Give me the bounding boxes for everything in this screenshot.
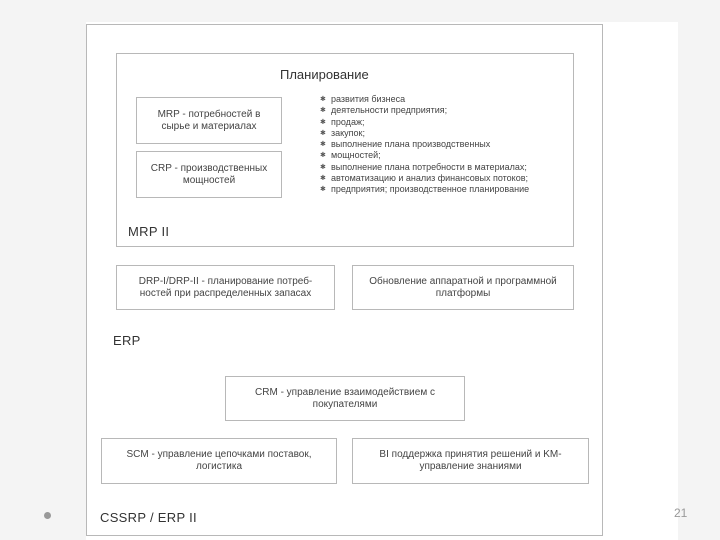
bullet-item: ✱ деятельности предприятия;: [320, 105, 529, 116]
crm-box: CRM - управление взаимодействием с покупателями: [225, 376, 465, 421]
page-number: 21: [674, 506, 688, 520]
csrp-erp2-label: CSSRP / ERP II: [100, 510, 197, 525]
bullet-item: ✱ выполнение плана производственных: [320, 139, 529, 150]
mrp2-frame: [116, 53, 574, 247]
bullet-item: ✱ предприятия; производственное планирование: [320, 184, 529, 195]
bullet-item: ✱ развития бизнеса: [320, 94, 529, 105]
mrp-box: MRP - потребностей в сырье и материалах: [136, 97, 282, 144]
drp-box: DRP-I/DRP-II - планирование потреб-ностей при распределенных запасах: [116, 265, 335, 310]
planning-bullet-list: [320, 94, 529, 196]
bullet-item: ✱ автоматизацию и анализ финансовых потоков;: [320, 173, 529, 184]
bullet-item: ✱ продаж;: [320, 117, 529, 128]
erp-label: ERP: [113, 333, 141, 348]
bullet-item: ✱ закупок;: [320, 128, 529, 139]
bullet-item: ✱ выполнение плана потребности в материалах;: [320, 162, 529, 173]
bi-km-box: BI поддержка принятия решений и KM- управление знаниями: [352, 438, 589, 484]
planning-title: Планирование: [280, 67, 369, 82]
scm-box: SCM - управление цепочками поставок, логистика: [101, 438, 337, 484]
slide-bullet-dot: [44, 512, 51, 519]
crp-box: CRP - производственных мощностей: [136, 151, 282, 198]
mrp2-label: MRP II: [128, 224, 170, 239]
platform-update-box: Обновление аппаратной и программной платформы: [352, 265, 574, 310]
bullet-item: ✱ мощностей;: [320, 150, 529, 161]
erp-evolution-diagram: [86, 24, 603, 536]
